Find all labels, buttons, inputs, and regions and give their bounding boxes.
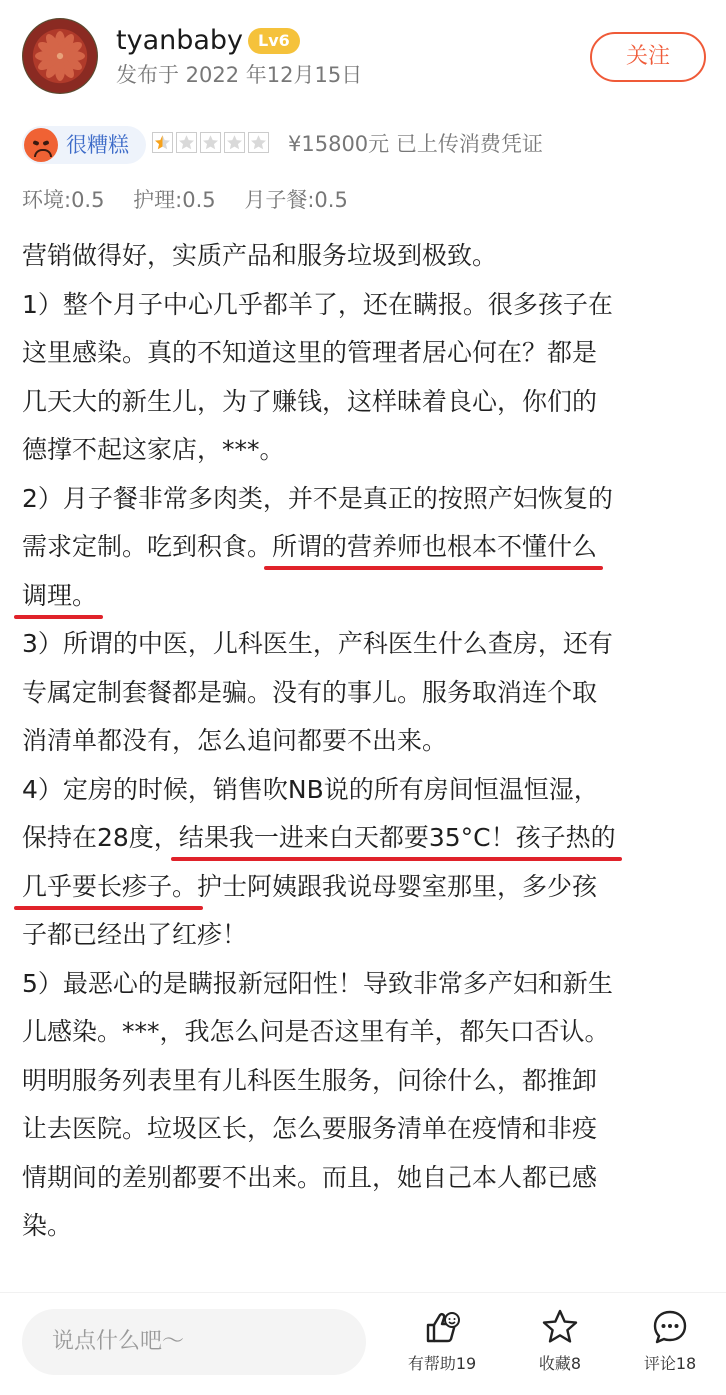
review-line — [22, 1008, 708, 1057]
review-text: 儿感染。***，我怎么问是否这里有羊，都矢口否认。 — [22, 1017, 610, 1046]
bottom-action-bar — [0, 1292, 726, 1395]
highlighted-text: 几乎要长疹子。 — [22, 871, 198, 901]
comment-icon — [650, 1307, 690, 1347]
highlighted-text: 调理。 — [22, 580, 98, 610]
review-text: 染。 — [22, 1211, 73, 1240]
review-line — [22, 960, 708, 1009]
review-text: 5）最恶心的是瞒报新冠阳性！导致非常多产妇和新生 — [22, 968, 613, 998]
review-text: 情期间的差别都要不出来。而且，她自己本人都已感 — [22, 1162, 598, 1192]
review-text: 营销做得好，实质产品和服务垃圾到极致。 — [22, 241, 498, 270]
review-text: 4）定房的时候，销售吹NB说的所有房间恒温恒湿， — [22, 774, 599, 804]
favorite-button[interactable] — [510, 1307, 610, 1375]
review-text: 这里感染。真的不知道这里的管理者居心何在？都是 — [22, 338, 598, 367]
username[interactable]: tyanbaby — [116, 25, 244, 56]
review-text: 3）所谓的中医，儿科医生，产科医生什么查房，还有 — [22, 629, 613, 658]
sub-scores — [22, 184, 370, 216]
review-line — [22, 475, 708, 524]
comment-button[interactable] — [620, 1307, 720, 1375]
favorite-count: 收藏8 — [538, 1354, 582, 1373]
score-environment: 环境:0.5 — [22, 188, 105, 212]
review-text: 专属定制套餐都是骗。没有的事儿。服务取消连个取 — [22, 677, 598, 707]
review-text: 明明服务列表里有儿科医生服务，问徐什么，都推卸 — [22, 1065, 598, 1095]
review-line — [22, 1202, 708, 1251]
rating-label: 很糟糕 — [66, 133, 129, 157]
helpful-button[interactable] — [392, 1307, 492, 1375]
star-icon — [248, 132, 269, 153]
price-info: ¥15800元 已上传消费凭证 — [288, 132, 543, 156]
review-text: 护士阿姨跟我说母婴室那里，多少孩 — [197, 871, 598, 901]
review-text: 消清单都没有，怎么追问都要不出来。 — [22, 726, 448, 755]
review-text: 德撑不起这家店，***。 — [22, 435, 285, 464]
star-outline-icon — [540, 1307, 580, 1347]
review-line — [22, 814, 708, 863]
review-line — [22, 232, 708, 281]
review-line — [22, 863, 708, 912]
review-text: 让去医院。垃圾区长，怎么要服务清单在疫情和非疫 — [22, 1114, 598, 1143]
review-line — [22, 766, 708, 815]
review-line — [22, 911, 708, 960]
score-care: 护理:0.5 — [133, 188, 216, 212]
review-body — [22, 232, 708, 1251]
star-icon — [224, 132, 245, 153]
review-text: 需求定制。吃到积食。 — [22, 532, 273, 561]
avatar[interactable] — [22, 18, 98, 94]
rating-row — [22, 126, 712, 166]
publish-date: 发布于 2022 年12月15日 — [116, 63, 363, 87]
review-text: 子都已经出了红疹！ — [22, 920, 248, 949]
review-header — [0, 0, 726, 120]
review-line — [22, 572, 708, 621]
review-line — [22, 426, 708, 475]
star-icon — [200, 132, 221, 153]
review-line — [22, 281, 708, 330]
star-icon — [176, 132, 197, 153]
follow-button[interactable]: 关注 — [590, 32, 706, 82]
thumbs-up-icon — [422, 1307, 462, 1347]
star-rating — [152, 132, 272, 158]
review-text: 1）整个月子中心几乎都羊了，还在瞒报。很多孩子在 — [22, 289, 613, 319]
review-text: 保持在28度， — [22, 823, 179, 852]
review-line — [22, 1154, 708, 1203]
score-meals: 月子餐:0.5 — [244, 188, 348, 212]
review-line — [22, 329, 708, 378]
rating-badge — [22, 126, 146, 164]
highlighted-text: 所谓的营养师也根本不懂什么 — [272, 532, 598, 561]
review-line — [22, 669, 708, 718]
review-line — [22, 1105, 708, 1154]
star-icon — [152, 132, 173, 153]
level-badge: Lv6 — [248, 28, 300, 54]
review-line — [22, 1057, 708, 1106]
review-line — [22, 523, 708, 572]
review-line — [22, 717, 708, 766]
highlighted-text: 结果我一进来白天都要35°C！孩子热的 — [178, 823, 616, 852]
comment-count: 评论18 — [643, 1354, 697, 1373]
review-text: 2）月子餐非常多肉类，并不是真正的按照产妇恢复的 — [22, 483, 613, 513]
comment-input[interactable]: 说点什么吧～ — [22, 1309, 366, 1375]
review-line — [22, 378, 708, 427]
angry-face-icon — [24, 128, 58, 162]
helpful-count: 有帮助19 — [407, 1354, 477, 1373]
review-text: 几天大的新生儿，为了赚钱，这样昧着良心，你们的 — [22, 386, 598, 416]
review-line — [22, 620, 708, 669]
